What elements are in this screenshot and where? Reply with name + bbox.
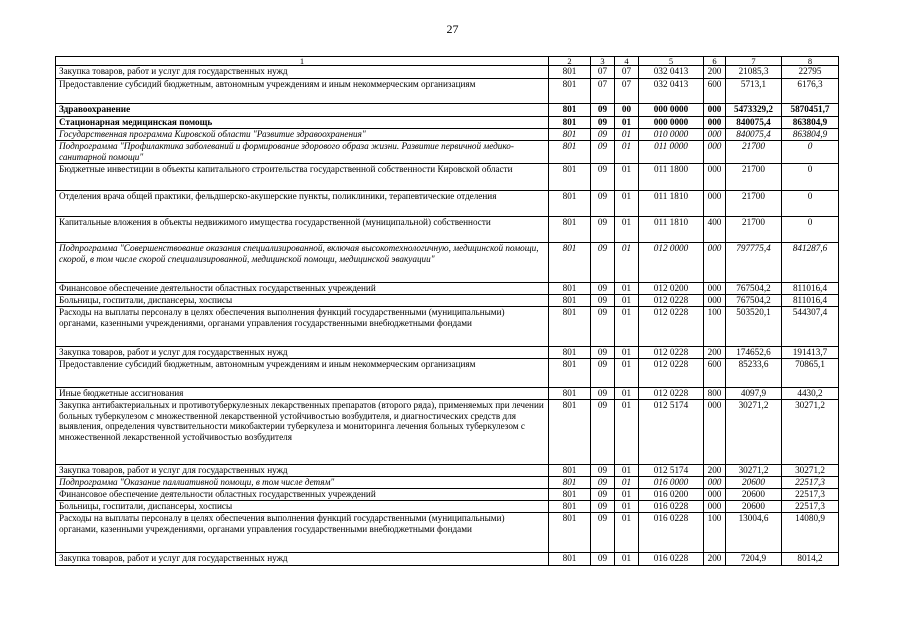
row-amount-year-1: 5473329,2 xyxy=(726,104,782,117)
row-code-target: 012 0228 xyxy=(639,295,704,307)
row-code-expense-type: 100 xyxy=(704,513,726,553)
row-code-expense-type: 000 xyxy=(704,164,726,191)
row-code-section: 09 xyxy=(591,129,615,141)
table-row xyxy=(56,347,839,359)
row-code-ministry: 801 xyxy=(549,501,591,513)
row-code-ministry: 801 xyxy=(549,243,591,283)
row-amount-year-1: 4097,9 xyxy=(726,388,782,400)
row-name: Финансовое обеспечение деятельности областных государственных учреждений xyxy=(56,283,549,295)
row-name: Больницы, госпитали, диспансеры, хосписы xyxy=(56,501,549,513)
row-name: Закупка товаров, работ и услуг для государственных нужд xyxy=(56,465,549,477)
table-row xyxy=(56,191,839,217)
row-code-ministry: 801 xyxy=(549,477,591,489)
row-code-target: 012 0228 xyxy=(639,359,704,388)
row-code-ministry: 801 xyxy=(549,553,591,566)
row-amount-year-1: 5713,1 xyxy=(726,79,782,104)
row-code-target: 012 0228 xyxy=(639,307,704,347)
row-code-section: 09 xyxy=(591,553,615,566)
row-code-expense-type: 200 xyxy=(704,347,726,359)
row-code-ministry: 801 xyxy=(549,295,591,307)
row-code-subsection: 01 xyxy=(615,477,639,489)
row-amount-year-2: 22517,3 xyxy=(782,489,839,501)
row-code-ministry: 801 xyxy=(549,400,591,465)
row-amount-year-2: 841287,6 xyxy=(782,243,839,283)
row-amount-year-2: 8014,2 xyxy=(782,553,839,566)
header-cell: 5 xyxy=(639,57,704,66)
row-code-ministry: 801 xyxy=(549,104,591,117)
row-amount-year-1: 503520,1 xyxy=(726,307,782,347)
row-amount-year-2: 5870451,7 xyxy=(782,104,839,117)
row-code-ministry: 801 xyxy=(549,347,591,359)
row-amount-year-1: 30271,2 xyxy=(726,465,782,477)
row-code-expense-type: 200 xyxy=(704,465,726,477)
header-cell: 2 xyxy=(549,57,591,66)
row-code-target: 011 1800 xyxy=(639,164,704,191)
row-code-target: 016 0200 xyxy=(639,489,704,501)
row-code-target: 016 0228 xyxy=(639,553,704,566)
row-code-expense-type: 600 xyxy=(704,359,726,388)
row-code-expense-type: 200 xyxy=(704,66,726,79)
row-code-expense-type: 600 xyxy=(704,79,726,104)
row-amount-year-2: 22517,3 xyxy=(782,501,839,513)
row-amount-year-2: 22795 xyxy=(782,66,839,79)
row-code-section: 09 xyxy=(591,104,615,117)
row-name: Больницы, госпитали, диспансеры, хосписы xyxy=(56,295,549,307)
row-code-ministry: 801 xyxy=(549,164,591,191)
row-code-subsection: 01 xyxy=(615,400,639,465)
row-name: Иные бюджетные ассигнования xyxy=(56,388,549,400)
row-code-expense-type: 000 xyxy=(704,243,726,283)
row-code-subsection: 07 xyxy=(615,79,639,104)
row-amount-year-2: 4430,2 xyxy=(782,388,839,400)
table-row xyxy=(56,79,839,104)
row-amount-year-1: 174652,6 xyxy=(726,347,782,359)
header-cell: 7 xyxy=(726,57,782,66)
row-name: Закупка товаров, работ и услуг для государственных нужд xyxy=(56,66,549,79)
row-code-ministry: 801 xyxy=(549,66,591,79)
table-row xyxy=(56,501,839,513)
header-cell: 1 xyxy=(56,57,549,66)
row-code-subsection: 01 xyxy=(615,465,639,477)
row-code-target: 012 0228 xyxy=(639,388,704,400)
table-row xyxy=(56,283,839,295)
row-name: Закупка товаров, работ и услуг для государственных нужд xyxy=(56,553,549,566)
row-code-target: 011 1810 xyxy=(639,217,704,243)
row-name: Расходы на выплаты персоналу в целях обеспечения выполнения функций государственными (муниципальными) органами, казенными учреждениями, органами управления государственными внебюджетными фондами xyxy=(56,513,549,553)
table-row xyxy=(56,513,839,553)
row-code-target: 000 0000 xyxy=(639,104,704,117)
row-code-section: 09 xyxy=(591,489,615,501)
table-row xyxy=(56,164,839,191)
row-code-expense-type: 400 xyxy=(704,217,726,243)
row-code-section: 09 xyxy=(591,164,615,191)
row-code-expense-type: 200 xyxy=(704,553,726,566)
row-code-expense-type: 000 xyxy=(704,283,726,295)
row-amount-year-2: 0 xyxy=(782,164,839,191)
row-amount-year-1: 13004,6 xyxy=(726,513,782,553)
table-row xyxy=(56,243,839,283)
row-code-section: 09 xyxy=(591,283,615,295)
row-code-expense-type: 000 xyxy=(704,129,726,141)
row-code-target: 012 5174 xyxy=(639,400,704,465)
row-code-subsection: 07 xyxy=(615,66,639,79)
row-code-ministry: 801 xyxy=(549,359,591,388)
row-code-ministry: 801 xyxy=(549,117,591,129)
row-code-subsection: 01 xyxy=(615,191,639,217)
row-code-target: 012 0228 xyxy=(639,347,704,359)
row-amount-year-2: 863804,9 xyxy=(782,117,839,129)
row-code-target: 010 0000 xyxy=(639,129,704,141)
row-amount-year-2: 863804,9 xyxy=(782,129,839,141)
row-name: Капитальные вложения в объекты недвижимого имущества государственной (муниципальной) собственности xyxy=(56,217,549,243)
row-code-ministry: 801 xyxy=(549,79,591,104)
row-code-subsection: 01 xyxy=(615,359,639,388)
table-row xyxy=(56,295,839,307)
row-name: Предоставление субсидий бюджетным, автономным учреждениям и иным некоммерческим организациям xyxy=(56,359,549,388)
row-code-subsection: 00 xyxy=(615,104,639,117)
row-code-target: 000 0000 xyxy=(639,117,704,129)
row-name: Подпрограмма "Профилактика заболеваний и формирование здорового образа жизни. Развитие первичной медико-санитарной помощи" xyxy=(56,141,549,164)
row-code-subsection: 01 xyxy=(615,553,639,566)
row-amount-year-1: 840075,4 xyxy=(726,129,782,141)
table-row xyxy=(56,66,839,79)
row-name: Расходы на выплаты персоналу в целях обеспечения выполнения функций государственными (муниципальными) органами, казенными учреждениями, органами управления государственными внебюджетными фондами xyxy=(56,307,549,347)
row-amount-year-1: 30271,2 xyxy=(726,400,782,465)
row-code-subsection: 01 xyxy=(615,217,639,243)
row-code-ministry: 801 xyxy=(549,129,591,141)
row-amount-year-2: 0 xyxy=(782,141,839,164)
row-amount-year-1: 767504,2 xyxy=(726,283,782,295)
row-code-subsection: 01 xyxy=(615,129,639,141)
row-name: Закупка антибактериальных и противотуберкулезных лекарственных препаратов (второго ряда), применяемых при лечении больных туберкулезом с множественной лекарственной устойчивостью возбудителя, и диагностических средств для выявления, определения чувствительности микобактерии туберкулеза и мониторинга лечения больных туберкулезом с множественной лекарственной устойчивостью возбудителя xyxy=(56,400,549,465)
row-code-ministry: 801 xyxy=(549,217,591,243)
row-code-target: 032 0413 xyxy=(639,66,704,79)
row-amount-year-2: 544307,4 xyxy=(782,307,839,347)
row-code-target: 012 0200 xyxy=(639,283,704,295)
table-row xyxy=(56,489,839,501)
table-row xyxy=(56,553,839,566)
row-name: Бюджетные инвестиции в объекты капитального строительства государственной собственности Кировской области xyxy=(56,164,549,191)
row-name: Подпрограмма "Совершенствование оказания специализированной, включая высокотехнологичную, медицинской помощи, скорой, в том числе скорой специализированной, медицинской помощи, медицинской эвакуации" xyxy=(56,243,549,283)
row-code-section: 09 xyxy=(591,217,615,243)
row-code-expense-type: 000 xyxy=(704,141,726,164)
row-code-section: 09 xyxy=(591,388,615,400)
row-code-subsection: 01 xyxy=(615,243,639,283)
row-code-section: 07 xyxy=(591,66,615,79)
row-amount-year-1: 21085,3 xyxy=(726,66,782,79)
row-code-ministry: 801 xyxy=(549,141,591,164)
table-row xyxy=(56,307,839,347)
row-code-section: 07 xyxy=(591,79,615,104)
row-amount-year-1: 7204,9 xyxy=(726,553,782,566)
row-amount-year-1: 840075,4 xyxy=(726,117,782,129)
budget-table xyxy=(55,56,839,566)
row-name: Предоставление субсидий бюджетным, автономным учреждениям и иным некоммерческим организациям xyxy=(56,79,549,104)
row-code-section: 09 xyxy=(591,465,615,477)
row-code-ministry: 801 xyxy=(549,489,591,501)
row-amount-year-2: 30271,2 xyxy=(782,400,839,465)
row-amount-year-1: 20600 xyxy=(726,501,782,513)
row-name: Отделения врача общей практики, фельдшерско-акушерские пункты, поликлиники, терапевтические отделения xyxy=(56,191,549,217)
row-code-expense-type: 000 xyxy=(704,191,726,217)
row-code-subsection: 01 xyxy=(615,347,639,359)
row-code-section: 09 xyxy=(591,295,615,307)
row-amount-year-2: 22517,3 xyxy=(782,477,839,489)
row-code-ministry: 801 xyxy=(549,388,591,400)
row-code-subsection: 01 xyxy=(615,164,639,191)
row-amount-year-1: 20600 xyxy=(726,489,782,501)
row-amount-year-1: 20600 xyxy=(726,477,782,489)
row-code-subsection: 01 xyxy=(615,295,639,307)
row-code-target: 012 0000 xyxy=(639,243,704,283)
row-code-target: 011 0000 xyxy=(639,141,704,164)
row-code-expense-type: 100 xyxy=(704,307,726,347)
row-amount-year-2: 6176,3 xyxy=(782,79,839,104)
row-code-target: 016 0000 xyxy=(639,477,704,489)
row-amount-year-1: 21700 xyxy=(726,217,782,243)
row-name: Закупка товаров, работ и услуг для государственных нужд xyxy=(56,347,549,359)
row-code-expense-type: 000 xyxy=(704,117,726,129)
header-cell: 6 xyxy=(704,57,726,66)
table-row xyxy=(56,104,839,117)
row-code-ministry: 801 xyxy=(549,307,591,347)
row-code-target: 011 1810 xyxy=(639,191,704,217)
row-code-subsection: 01 xyxy=(615,141,639,164)
row-code-target: 016 0228 xyxy=(639,513,704,553)
table-row xyxy=(56,117,839,129)
row-amount-year-1: 797775,4 xyxy=(726,243,782,283)
row-code-subsection: 01 xyxy=(615,388,639,400)
row-code-section: 09 xyxy=(591,359,615,388)
row-amount-year-1: 21700 xyxy=(726,141,782,164)
table-header-row xyxy=(56,57,839,66)
row-code-target: 016 0228 xyxy=(639,501,704,513)
header-cell: 4 xyxy=(615,57,639,66)
header-cell: 8 xyxy=(782,57,839,66)
row-amount-year-1: 21700 xyxy=(726,164,782,191)
row-code-ministry: 801 xyxy=(549,191,591,217)
row-code-expense-type: 800 xyxy=(704,388,726,400)
row-amount-year-2: 30271,2 xyxy=(782,465,839,477)
row-code-expense-type: 000 xyxy=(704,477,726,489)
row-code-subsection: 01 xyxy=(615,489,639,501)
row-code-expense-type: 000 xyxy=(704,295,726,307)
row-amount-year-2: 811016,4 xyxy=(782,283,839,295)
row-amount-year-2: 191413,7 xyxy=(782,347,839,359)
row-code-section: 09 xyxy=(591,501,615,513)
table-row xyxy=(56,359,839,388)
table-row xyxy=(56,141,839,164)
table-row xyxy=(56,217,839,243)
row-amount-year-2: 14080,9 xyxy=(782,513,839,553)
row-code-subsection: 01 xyxy=(615,501,639,513)
row-code-expense-type: 000 xyxy=(704,104,726,117)
row-code-section: 09 xyxy=(591,307,615,347)
row-amount-year-2: 70865,1 xyxy=(782,359,839,388)
row-amount-year-1: 85233,6 xyxy=(726,359,782,388)
table-row xyxy=(56,477,839,489)
row-amount-year-2: 0 xyxy=(782,217,839,243)
row-code-section: 09 xyxy=(591,191,615,217)
table-row xyxy=(56,400,839,465)
row-amount-year-2: 811016,4 xyxy=(782,295,839,307)
row-code-section: 09 xyxy=(591,513,615,553)
row-code-subsection: 01 xyxy=(615,307,639,347)
row-code-expense-type: 000 xyxy=(704,501,726,513)
row-code-subsection: 01 xyxy=(615,283,639,295)
table-row xyxy=(56,465,839,477)
row-code-section: 09 xyxy=(591,400,615,465)
row-code-ministry: 801 xyxy=(549,283,591,295)
row-code-subsection: 01 xyxy=(615,513,639,553)
row-amount-year-2: 0 xyxy=(782,191,839,217)
header-cell: 3 xyxy=(591,57,615,66)
row-amount-year-1: 21700 xyxy=(726,191,782,217)
row-code-section: 09 xyxy=(591,477,615,489)
table-row xyxy=(56,388,839,400)
row-code-target: 032 0413 xyxy=(639,79,704,104)
table-row xyxy=(56,129,839,141)
row-code-section: 09 xyxy=(591,243,615,283)
row-amount-year-1: 767504,2 xyxy=(726,295,782,307)
page-number: 27 xyxy=(446,22,459,36)
row-code-section: 09 xyxy=(591,117,615,129)
row-code-target: 012 5174 xyxy=(639,465,704,477)
row-name: Государственная программа Кировской области "Развитие здравоохранения" xyxy=(56,129,549,141)
row-code-ministry: 801 xyxy=(549,513,591,553)
row-name: Стационарная медицинская помощь xyxy=(56,117,549,129)
row-code-section: 09 xyxy=(591,141,615,164)
row-code-section: 09 xyxy=(591,347,615,359)
row-code-expense-type: 000 xyxy=(704,400,726,465)
row-code-expense-type: 000 xyxy=(704,489,726,501)
row-name: Финансовое обеспечение деятельности областных государственных учреждений xyxy=(56,489,549,501)
row-name: Здравоохранение xyxy=(56,104,549,117)
row-code-subsection: 01 xyxy=(615,117,639,129)
row-code-ministry: 801 xyxy=(549,465,591,477)
row-name: Подпрограмма "Оказание паллиативной помощи, в том числе детям" xyxy=(56,477,549,489)
